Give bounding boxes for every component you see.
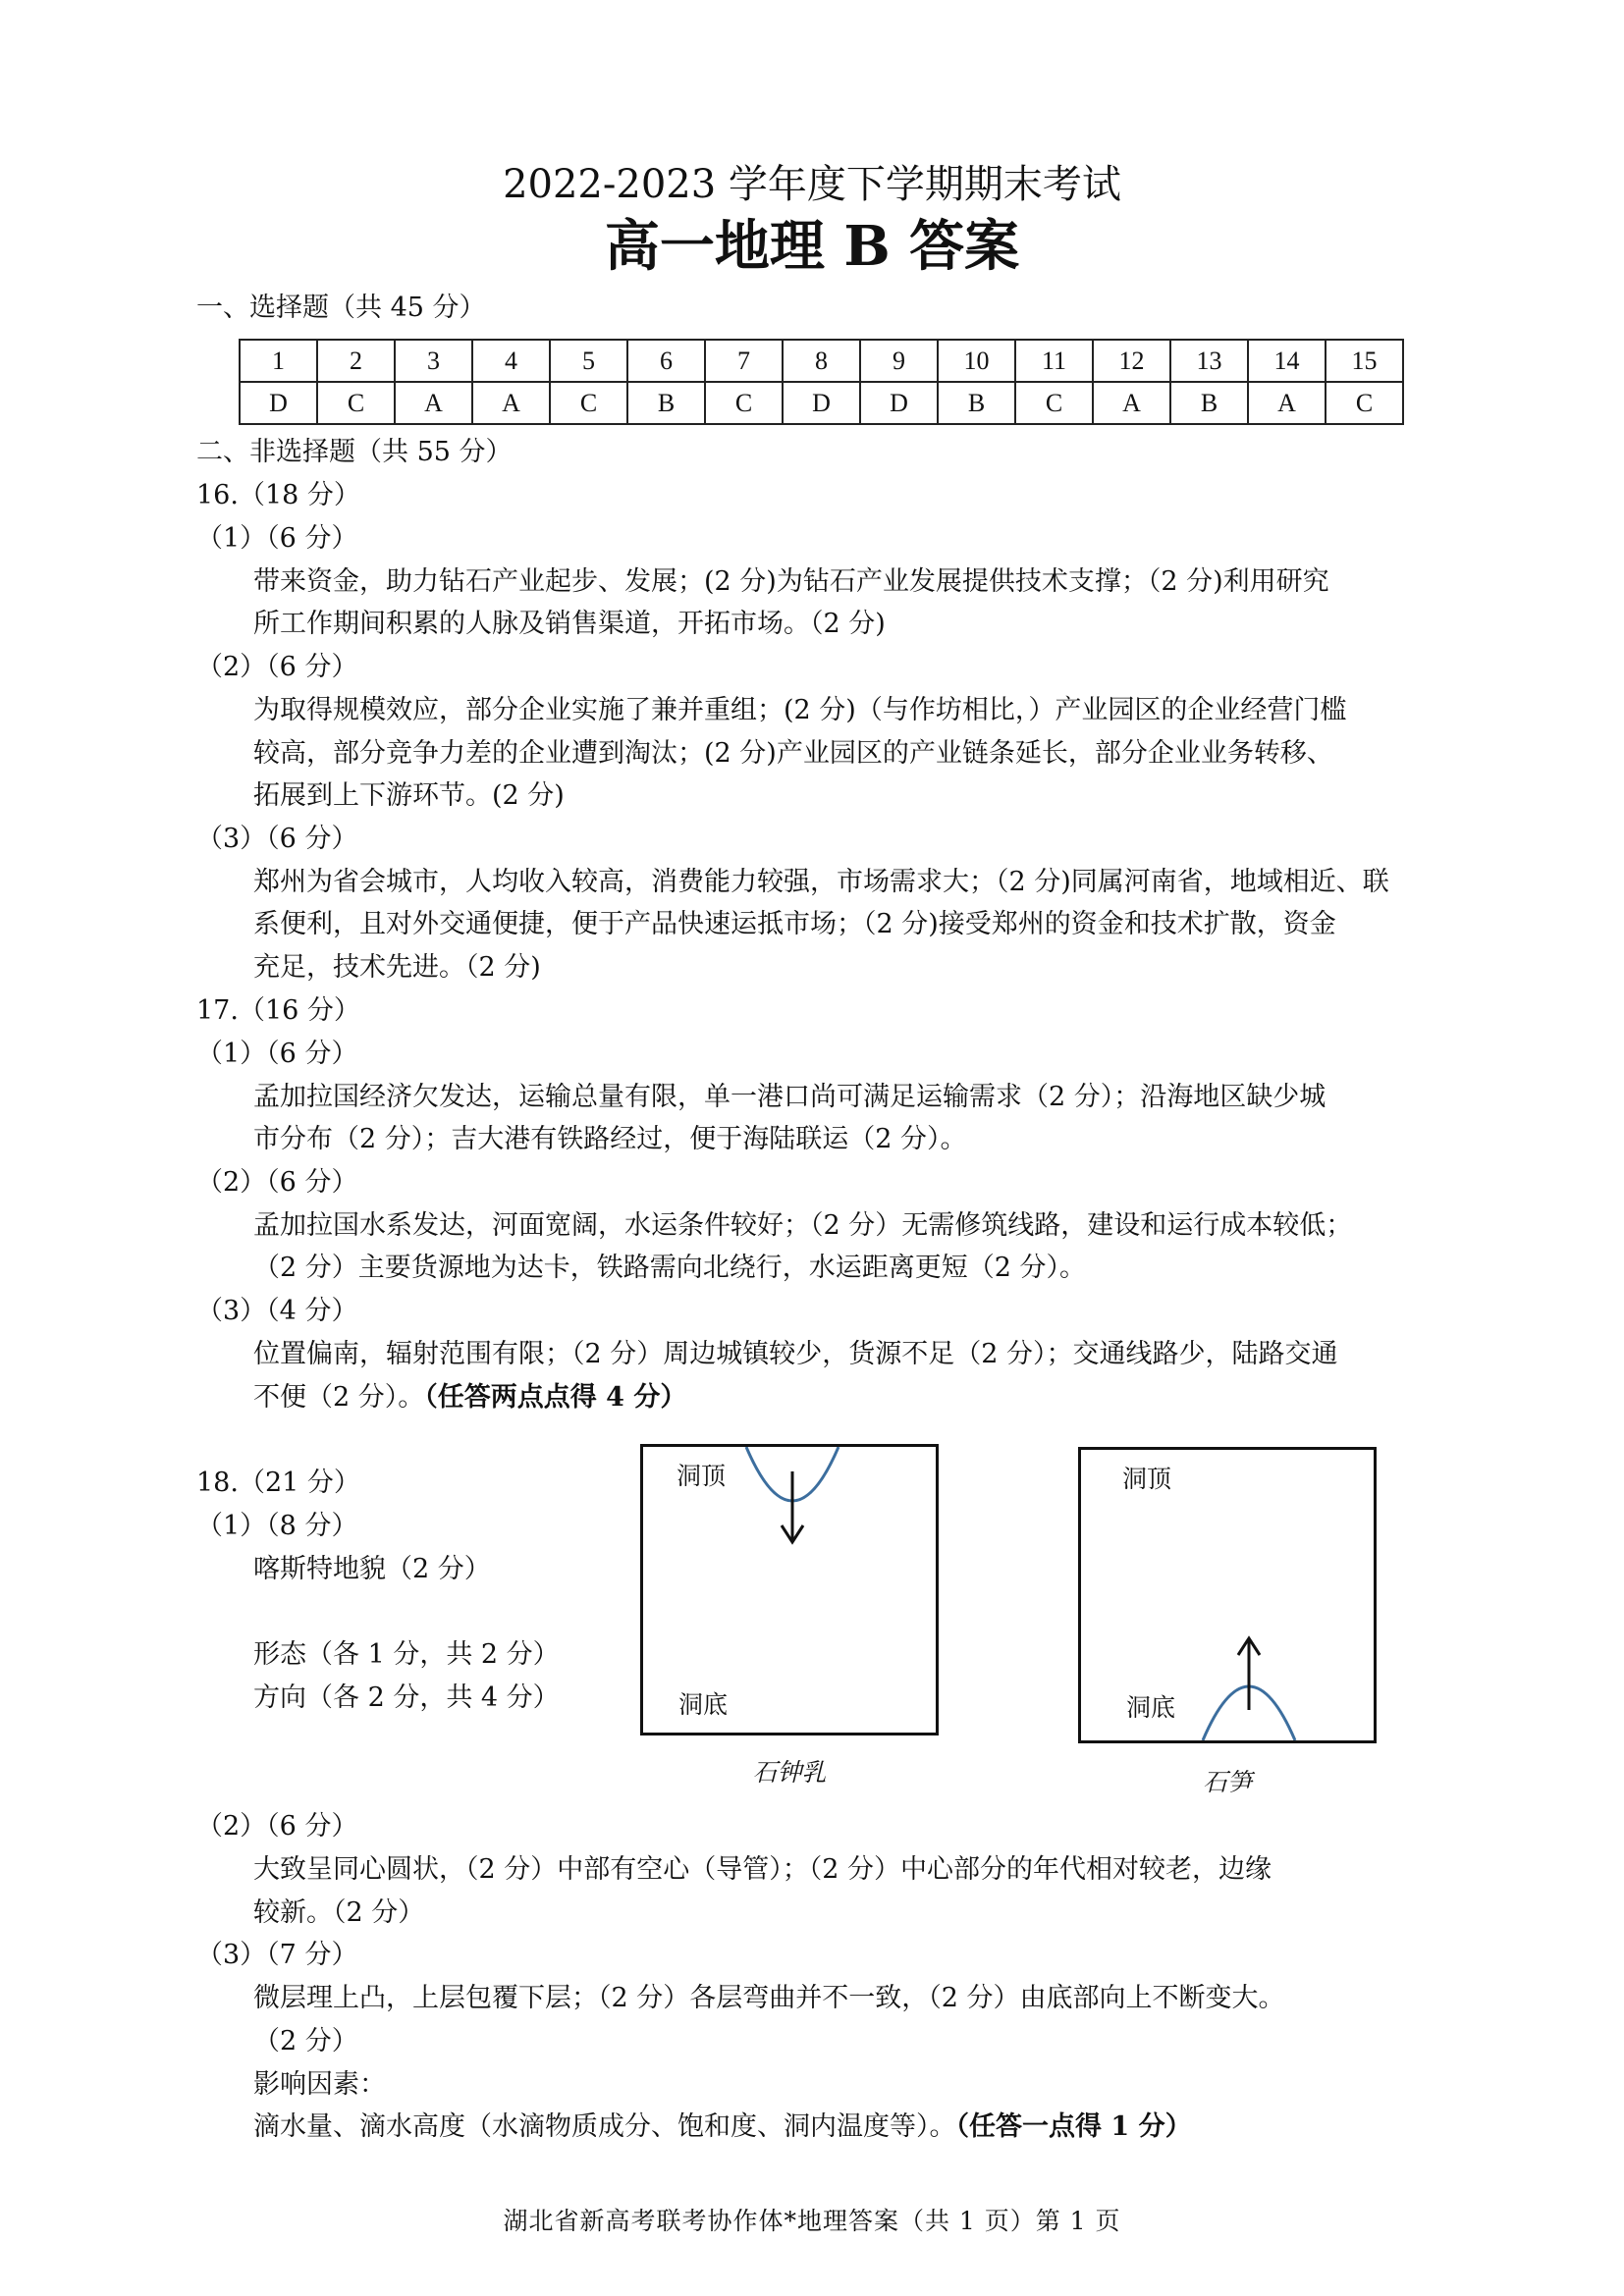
- question-number: 8: [783, 340, 860, 382]
- question-number: 11: [1015, 340, 1093, 382]
- answer-cell: A: [395, 382, 472, 424]
- q18-2-label: （2）（6 分）: [196, 1811, 358, 1842]
- answer-cell: C: [705, 382, 783, 424]
- answer-line: 系便利，且对外交通便捷，便于产品快速运抵市场；（2 分)接受郑州的资金和技术扩散，资金: [253, 909, 1336, 939]
- question-number: 9: [860, 340, 938, 382]
- answer-line: 较新。（2 分）: [253, 1897, 425, 1928]
- q16-2-label: （2）（6 分）: [196, 652, 358, 682]
- q18-1-label: （1）（8 分）: [196, 1511, 358, 1541]
- question-number: 14: [1248, 340, 1326, 382]
- cave-floor-label: 洞底: [1126, 1693, 1176, 1722]
- q17-1-label: （1）（6 分）: [196, 1039, 358, 1069]
- answer-line-with-note: [253, 2106, 1192, 2149]
- stalagmite-caption: 石笋: [1202, 1768, 1252, 1796]
- answer-line: 拓展到上下游环节。(2 分): [253, 780, 565, 811]
- answer-line: 方向（各 2 分，共 4 分）: [253, 1682, 560, 1713]
- exam-title: 2022-2023 学年度下学期期末考试: [503, 162, 1121, 207]
- question-number: 13: [1170, 340, 1248, 382]
- answer-line: 所工作期间积累的人脉及销售渠道，开拓市场。（2 分): [253, 609, 886, 639]
- section-1-heading: 一、选择题（共 45 分）: [196, 293, 486, 323]
- answer-cell: C: [1326, 382, 1403, 424]
- answer-line: 市分布（2 分）；吉大港有铁路经过，便于海陆联运（2 分）。: [253, 1124, 967, 1154]
- scoring-note: （任答两点点得 4 分）: [424, 1382, 687, 1413]
- answer-line: 孟加拉国经济欠发达，运输总量有限，单一港口尚可满足运输需求（2 分）；沿海地区缺少城: [253, 1082, 1326, 1112]
- answer-cell: D: [240, 382, 317, 424]
- question-number: 15: [1326, 340, 1403, 382]
- question-number: 7: [705, 340, 783, 382]
- answer-text: 不便（2 分）。: [253, 1382, 425, 1413]
- answer-line: （2 分）: [253, 2026, 358, 2056]
- question-number: 2: [317, 340, 395, 382]
- answer-cell: C: [317, 382, 395, 424]
- cave-floor-label: 洞底: [678, 1690, 729, 1719]
- answer-line: 位置偏南，辐射范围有限；（2 分）周边城镇较少，货源不足（2 分）；交通线路少，陆路交通: [253, 1339, 1338, 1369]
- answer-line: 充足，技术先进。（2 分): [253, 952, 541, 983]
- question-number: 10: [938, 340, 1015, 382]
- question-number: 4: [472, 340, 550, 382]
- q16-3-label: （3）（6 分）: [196, 824, 358, 854]
- q18-label: 18.（21 分）: [196, 1468, 360, 1498]
- answer-cell: B: [627, 382, 705, 424]
- question-number: 5: [550, 340, 627, 382]
- stalactite-caption: 石钟乳: [752, 1758, 827, 1787]
- answer-table: [239, 339, 1404, 425]
- page-footer: 湖北省新高考联考协作体*地理答案（共 1 页）第 1 页: [503, 2207, 1121, 2235]
- question-number: 1: [240, 340, 317, 382]
- answer-line: （2 分）主要货源地为达卡，铁路需向北绕行，水运距离更短（2 分）。: [253, 1253, 1087, 1283]
- question-number: 3: [395, 340, 472, 382]
- q17-2-label: （2）（6 分）: [196, 1167, 358, 1198]
- question-number: 6: [627, 340, 705, 382]
- answer-line: 带来资金，助力钻石产业起步、发展；(2 分)为钻石产业发展提供技术支撑；（2 分)利用研究: [253, 566, 1329, 597]
- answer-cell: C: [550, 382, 627, 424]
- question-number: 12: [1093, 340, 1170, 382]
- answer-cell: A: [472, 382, 550, 424]
- stalagmite-diagram: [1078, 1447, 1377, 1743]
- q18-3-label: （3）（7 分）: [196, 1940, 358, 1970]
- answer-line: 孟加拉国水系发达，河面宽阔，水运条件较好；（2 分）无需修筑线路，建设和运行成本较低；: [253, 1210, 1353, 1241]
- answer-line: 郑州为省会城市，人均收入较高，消费能力较强，市场需求大；（2 分)同属河南省，地域相近、联: [253, 867, 1389, 897]
- answer-line: 为取得规模效应，部分企业实施了兼并重组；(2 分)（与作坊相比，）产业园区的企业经营门槛: [253, 695, 1347, 725]
- q16-1-label: （1）（6 分）: [196, 523, 358, 554]
- answer-line-with-note: [253, 1376, 686, 1419]
- scoring-note: （任答一点得 1 分）: [955, 2111, 1192, 2142]
- answer-line: 形态（各 1 分，共 2 分）: [253, 1639, 560, 1670]
- answer-text: 滴水量、滴水高度（水滴物质成分、饱和度、洞内温度等）。: [253, 2111, 956, 2142]
- answer-cell: C: [1015, 382, 1093, 424]
- cave-ceiling-label: 洞顶: [1122, 1465, 1172, 1493]
- cave-ceiling-label: 洞顶: [677, 1462, 727, 1490]
- q17-3-label: （3）（4 分）: [196, 1296, 358, 1326]
- answer-cell: A: [1248, 382, 1326, 424]
- answer-cell: D: [860, 382, 938, 424]
- stalactite-diagram: [640, 1444, 939, 1735]
- answer-line: 较高，部分竞争力差的企业遭到淘汰；(2 分)产业园区的产业链条延长，部分企业业务转移、: [253, 738, 1333, 769]
- answer-cell: B: [938, 382, 1015, 424]
- answer-line: 喀斯特地貌（2 分）: [253, 1554, 491, 1584]
- answer-cell: A: [1093, 382, 1170, 424]
- question-number-row: [240, 340, 1403, 382]
- answer-row: [240, 382, 1403, 424]
- answer-line: 影响因素：: [253, 2069, 386, 2100]
- q17-label: 17.（16 分）: [196, 995, 360, 1026]
- answer-cell: B: [1170, 382, 1248, 424]
- q16-label: 16.（18 分）: [196, 480, 360, 510]
- answer-line: 大致呈同心圆状，（2 分）中部有空心（导管）；（2 分）中心部分的年代相对较老，边缘: [253, 1854, 1272, 1885]
- answer-cell: D: [783, 382, 860, 424]
- section-2-heading: 二、非选择题（共 55 分）: [196, 437, 513, 467]
- answer-key-title: 高一地理 B 答案: [604, 214, 1020, 279]
- answer-line: 微层理上凸，上层包覆下层；（2 分）各层弯曲并不一致，（2 分）由底部向上不断变大。: [253, 1983, 1285, 2013]
